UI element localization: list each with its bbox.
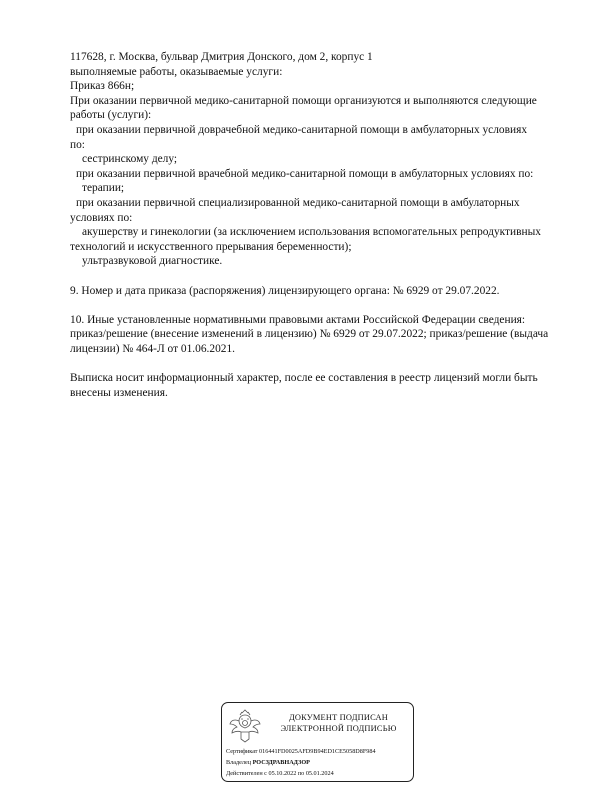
- body-line: 10. Иные установленные нормативными правовыми актами Российской Федерации сведения:: [70, 313, 526, 326]
- body-line: При оказании первичной медико-санитарной помощи организуются и выполняются следующие: [70, 94, 537, 107]
- blank-line: [70, 298, 570, 313]
- certificate-number: 016441FD0025AFD9B94ED1CE5058D8F984: [259, 748, 376, 755]
- body-line: по:: [70, 138, 85, 151]
- stamp-owner: [226, 759, 310, 767]
- body-line: внесены изменения.: [70, 386, 168, 399]
- body-line: при оказании первичной специализированной медико-санитарной помощи в амбулаторных: [76, 196, 520, 209]
- stamp-validity: Действителен с 05.10.2022 по 05.01.2024: [226, 770, 334, 777]
- body-line: технологий и искусственного прерывания беременности);: [70, 240, 352, 253]
- body-line: при оказании первичной доврачебной медико-санитарной помощи в амбулаторных условиях: [76, 123, 528, 136]
- stamp-title: [266, 712, 411, 734]
- document-body: [70, 50, 570, 400]
- body-line: работы (услуги):: [70, 109, 152, 122]
- electronic-signature-stamp: [221, 702, 414, 782]
- body-line: терапии;: [82, 182, 125, 195]
- body-line: лицензии) № 464-Л от 01.06.2021.: [70, 342, 236, 355]
- body-line: приказ/решение (внесение изменений в лицензию) № 6929 от 29.07.2022; приказ/решение (выдача: [70, 328, 549, 341]
- body-line: ультразвуковой диагностике.: [82, 255, 223, 268]
- blank-line: [70, 269, 570, 284]
- stamp-title-line2: ЭЛЕКТРОННОЙ ПОДПИСЬЮ: [280, 724, 397, 733]
- certificate-label: Сертификат: [226, 748, 258, 755]
- body-line: 117628, г. Москва, бульвар Дмитрия Донского, дом 2, корпус 1: [70, 51, 373, 63]
- body-line: Приказ 866н;: [70, 80, 135, 93]
- stamp-certificate: [226, 748, 376, 756]
- owner-label: Владелец: [226, 759, 252, 766]
- stamp-title-line1: ДОКУМЕНТ ПОДПИСАН: [288, 713, 389, 722]
- body-line: при оказании первичной врачебной медико-санитарной помощи в амбулаторных условиях по:: [76, 167, 534, 180]
- body-line: сестринскому делу;: [82, 153, 178, 166]
- body-line: выполняемые работы, оказываемые услуги:: [70, 65, 283, 78]
- body-line: акушерству и гинекологии (за исключением использования вспомогательных репродуктивных: [82, 226, 541, 239]
- blank-line: [70, 356, 570, 371]
- owner-name: РОСЗДРАВНАДЗОР: [252, 759, 310, 766]
- russian-coat-of-arms-icon: [228, 709, 262, 745]
- body-line: условиях по:: [70, 211, 133, 224]
- body-line: 9. Номер и дата приказа (распоряжения) лицензирующего органа: № 6929 от 29.07.2022.: [70, 284, 500, 297]
- body-line: Выписка носит информационный характер, после ее составления в реестр лицензий могли быть: [70, 372, 538, 385]
